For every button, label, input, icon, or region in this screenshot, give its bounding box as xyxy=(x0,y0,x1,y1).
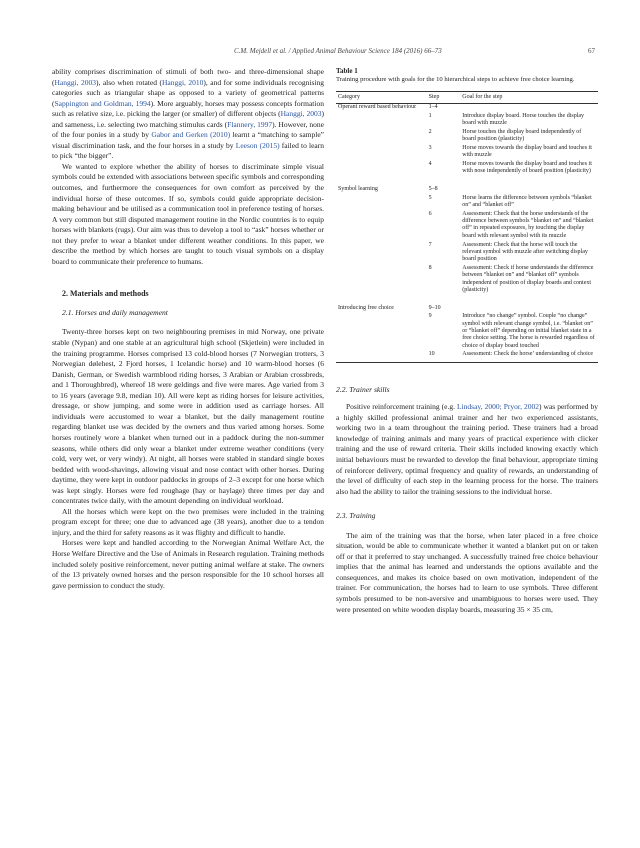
table-row xyxy=(336,211,598,242)
table-row xyxy=(336,313,598,351)
cell-category: Introducing free choice xyxy=(338,304,394,311)
cell-category: Operant reward based behaviour xyxy=(338,103,417,110)
subsection-heading-trainer: 2.2. Trainer skills xyxy=(336,384,390,394)
cell-step: 10 xyxy=(427,351,461,362)
cell-step: 5 xyxy=(428,194,432,201)
citation-link[interactable]: Hanggi, 2010 xyxy=(161,77,204,87)
cell-goal: Horse touches the display board independently of board position (plasticity) xyxy=(462,128,582,142)
table-row xyxy=(336,195,598,211)
cell-goal xyxy=(460,296,598,314)
section-heading-materials: 2. Materials and methods xyxy=(62,289,149,299)
cell-category xyxy=(336,145,427,161)
table-row xyxy=(336,351,598,362)
citation-link[interactable]: Lindsay, 2000; Pryor, 2002 xyxy=(457,402,539,412)
cell-step: 1–4 xyxy=(428,103,438,110)
table-caption: Training procedure with goals for the 10 hierarchical steps to achieve free choice learning. xyxy=(336,76,575,83)
cell-goal: Assessment: Check that the horse will touch the relevant symbol with muzzle after switching display board position xyxy=(462,241,588,263)
header-goal: Goal for the step xyxy=(460,91,598,103)
text-run: ). However, none of the four ponies in a study by xyxy=(52,119,324,140)
cell-goal: Horse moves towards the display board and touches it with nose independently of board position (plasticity) xyxy=(462,160,592,175)
cell-category: Symbol learning xyxy=(338,185,378,192)
table-header-row xyxy=(336,91,598,103)
trainer-paragraph xyxy=(336,402,598,497)
cell-category xyxy=(336,265,427,296)
running-title: C.M. Mejdell et al. / Applied Animal Behaviour Science 184 (2016) 66–73 xyxy=(234,47,442,55)
table-label: Table 1 xyxy=(336,67,358,75)
text-run: ) and sameness, i.e. selecting two matching stimulus cards ( xyxy=(52,109,324,129)
cell-goal xyxy=(460,177,598,195)
text-run: ), and for some individuals recognising categories such as triangular shape as opposed to a variety of geometrical patterns ( xyxy=(52,77,324,108)
text-run: ), also when rotated ( xyxy=(95,77,162,87)
cell-category xyxy=(336,211,427,242)
cell-category xyxy=(336,351,427,362)
cell-step: 4 xyxy=(428,160,432,167)
table-row xyxy=(336,129,598,145)
left-column xyxy=(52,67,324,591)
page-number: 67 xyxy=(588,47,595,55)
table-row xyxy=(336,242,598,265)
cell-step: 7 xyxy=(428,241,432,248)
text-run: ). More arguably, horses may possess concepts formation such as relative size, i.e. picking the larger (or smaller) of different objects ( xyxy=(52,98,324,119)
table-row xyxy=(336,265,598,296)
cell-goal: Assessment: Check that the horse understands of the difference between symbols “blanket on” and “blanket off” in repeated exposures, by touching the display board with relevant symbol with its muzzle xyxy=(462,210,594,239)
right-column xyxy=(336,67,598,615)
table-row xyxy=(336,113,598,129)
citation-link[interactable]: Flannery, 1997 xyxy=(227,119,273,129)
cell-step: 8 xyxy=(428,264,432,271)
citation-link[interactable]: Hanggi, 2003 xyxy=(280,109,322,119)
text-run: Positive reinforcement training (e.g. xyxy=(346,402,458,412)
citation-link[interactable]: Hanggi, 2003 xyxy=(54,77,96,87)
text-run: ability comprises discrimination of stimuli of both two- and three-dimensional shape ( xyxy=(52,67,324,87)
citation-link[interactable]: Leeson (2015) xyxy=(235,140,280,150)
training-paragraph: The aim of the training was that the horse, when later placed in a free choice situation, would be able to communicate whether it wanted a blanket put on or taken off or that it preferred to stay unchanged. A successfully trained free choice behaviour implies that the animal has learned and understands the options available and the consequences, and makes its choice based on own motivation, independent of the trainer. For communication, the horses had to learn to use symbols. Three different symbols presumed to be non-aversive and unambiguous to horses were used. They were presented on white wooden display boards, measuring 35 × 35 cm, xyxy=(336,530,598,614)
cell-goal: Assessment: Check the horse’ understanding of choice xyxy=(460,351,598,362)
training-steps-table xyxy=(336,91,598,363)
citation-link[interactable]: Sappington and Goldman, 1994 xyxy=(54,98,151,108)
right-body xyxy=(336,363,598,615)
cell-step: 5–8 xyxy=(428,185,438,192)
cell-category xyxy=(336,161,427,177)
subsection-heading-horses: 2.1. Horses and daily management xyxy=(62,307,168,317)
cell-step: 9 xyxy=(428,313,432,320)
cell-goal: Horse learns the difference between symbols “blanket on” and “blanket off” xyxy=(462,194,592,209)
cell-category xyxy=(336,129,427,145)
cell-category xyxy=(336,242,427,265)
cell-category xyxy=(336,113,427,129)
table-row xyxy=(336,145,598,161)
running-header xyxy=(0,47,640,59)
text-run: failed to learn to pick “the bigger”. xyxy=(52,140,325,161)
cell-category xyxy=(336,195,427,211)
horses-paragraph: Twenty-three horses kept on two neighbouring premises in mid Norway, one private stable (Nypan) and one stable at an agricultural high school (Skjetlein) were included in the training programme. Horses comprised 13 cold-blood horses (7 Norwegian trotters, 3 Norwegian dølehest, 2 Fjord horses, 1 Icelandic horse) and 10 warm-blood horses (6 Danish, German, or Swedish warmblood riding horses, 3 Arabian or Arabian crossbreds, and 1 Thoroughbred), whereof 18 were geldings and five were mares. Age varied from 3 to 16 years (average 9.8, median 10). All were kept as riding horses for leisure activities, dressage, or show jumping, and some were in addition used as carriage horses. All individuals were accustomed to wear a blanket, but the daily management routine regarding blanket use was decided by the owners and thus varied among horses. Some horses routinely wore a blanket when turned out in a paddock during the non-summer seasons, while others did only wear a blanket under extreme weather conditions (very cold, very wet, or very windy). At night, all horses were stabled in standard single boxes bedded with wood-shavings, allowing visual and nose contact with other horses. During daytime, they were kept in outdoor paddocks in groups of 2–3 except for one horse which was kept singly. Horses were fed roughage (hay or haylage) three times per day and concentrates twice daily, with the amount depending on individual workload. xyxy=(52,327,324,506)
header-category: Category xyxy=(336,91,427,103)
subsection-heading-training: 2.3. Training xyxy=(336,511,376,521)
cell-category xyxy=(336,313,427,351)
premises-paragraph: All the horses which were kept on the two premises were included in the training program except for three; one due to advanced age (38 years), another due to a tendon injury, and the third for safety reasons as it was flighty and difficult to handle. xyxy=(52,506,324,537)
intro-paragraph xyxy=(52,67,324,162)
header-step: Step xyxy=(427,91,461,103)
table-row xyxy=(336,177,598,195)
cell-step: 6 xyxy=(428,210,432,217)
cell-goal: Assessment: Check if horse understands the difference between “blanket on” and “blanket off” symbols independent of position of display boards and context (plasticity) xyxy=(462,264,594,293)
citation-link[interactable]: Gabor and Gerken (2010) xyxy=(151,130,231,140)
welfare-paragraph: Horses were kept and handled according to the Norwegian Animal Welfare Act, the Horse Welfare Directive and the Use of Animals in Research regulation. Training methods included solely positive reinforcement, never putting animal welfare at stake. The owners of the 13 privately owned horses and the person responsible for the 10 school horses all gave permission to conduct the study. xyxy=(52,538,324,590)
aim-paragraph: We wanted to explore whether the ability of horses to discriminate simple visual symbols could be extended with associations between specific symbols and corresponding outcomes, and furthermore the consequences for own comfort as perceived by the individual horse of these outcomes. If so, symbols could guide appropriate decision-making behaviour and be utilised as a communication tool in preference testing of horses. A very common but still disputed management routine in the Nordic countries is to equip horses with blankets (rugs). Our aim was thus to develop a tool to “ask” horses whether or not they prefer to wear a blanket under different weather conditions. In this paper, we describe the method by which horses are taught to touch visual symbols on a display board to communicate their preference to humans. xyxy=(52,161,324,266)
cell-goal: Introduce “no change” symbol. Couple “no change” symbol with relevant change symbol, i.e. “blanket on” or “blanket off” depending on initial blanket state in a free choice setting. The horse is rewarded regardless of choice of display board touched xyxy=(462,313,595,349)
cell-step: 1 xyxy=(428,112,432,119)
table-row xyxy=(336,296,598,314)
text-run: learnt a “matching to sample” visual discrimination task, and the four horses in a study by xyxy=(52,130,325,150)
cell-step: 9–10 xyxy=(428,304,441,311)
cell-goal: Introduce display board. Horse touches the display board with muzzle xyxy=(462,112,585,126)
cell-step: 2 xyxy=(428,128,432,135)
cell-goal xyxy=(460,103,598,112)
cell-step: 3 xyxy=(428,144,432,151)
table-row xyxy=(336,103,598,112)
cell-goal: Horse moves towards the display board and touches it with muzzle xyxy=(462,144,592,159)
table-row xyxy=(336,161,598,177)
text-run: ) was performed by a highly skilled professional animal trainer and her two experienced assistants, working two in a team throughout the training period. These trainers had a broad knowledge of training animals and many years of practical experience with clicker training and the use of reward criteria. Their skills included knowing exactly which initial behaviours must be rewarded to develop the final behaviour, appropriate timing of reinforcer delivery, optimal frequency and quality of rewards, an understanding of the level of difficulty of each step in the learning process for the horse. The trainers also had the ability to tailor the training sessions to the individual horse. xyxy=(336,402,598,496)
